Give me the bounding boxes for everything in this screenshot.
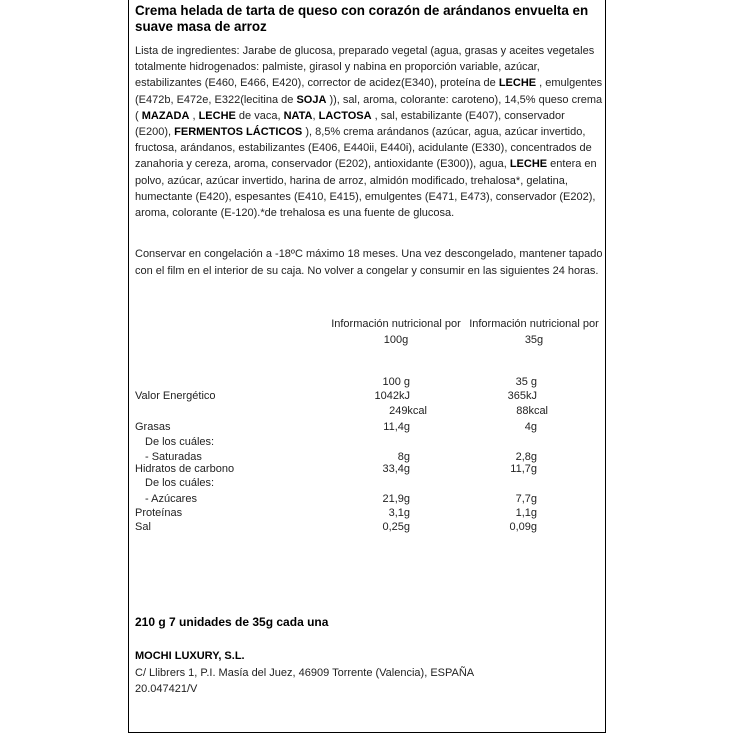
nutrition-value-100g: 1042kJ [374,390,410,402]
nutrition-row-label: De los cuáles: [145,436,215,448]
nutrition-value-100g: 249kcal [389,405,427,417]
ingredients-text: ), 8,5% crema arándanos (azúcar, agua, azúcar invertido, fructosa, arándanos, estabilizantes (E406, E440ii, E440i), acidulante (E330), concentrados de zanahoria y cereza, aroma, conservador (E202), antioxidante (E300)), agua, [135,126,592,171]
nutrition-value-100g: 33,4g [382,463,410,475]
nutrition-value-100g: 8g [397,451,410,463]
nutrition-row-label: Hidratos de carbono [135,463,235,475]
allergen-nata: NATA [283,109,313,122]
nutrition-row-label: - Azúcares [145,493,197,505]
nutrition-header-35g: Información nutricional por 35g [469,318,599,346]
nutrition-value-100g: 100 g [382,376,410,388]
allergen-leche: LECHE [509,158,548,171]
allergen-leche: LECHE [498,77,537,90]
ingredients-text: entera en polvo, azúcar, azúcar invertido, harina de arroz, almidón modificado, trehalosa*, gelatina, humectante (E420), espesantes (E410, E415), emulgentes (E471, E473), conservador (E202), aroma, colorante (E-120).*de trehalosa es una fuente de glucosa. [135,158,597,220]
nutrition-row-label: - Saturadas [145,451,202,463]
ingredients-text: )), sal, aroma, colorante: caroteno), 14,5% queso crema ( [135,93,603,122]
ingredients-text: , sal, estabilizante (E407), conservador (E200), [135,109,565,139]
nutrition-row-label: De los cuáles: [145,477,215,489]
ingredients-text: de vaca, [235,109,284,122]
ingredients-text: , [189,109,199,122]
allergen-lactosa: LACTOSA [318,109,372,122]
nutrition-value-100g: 0,25g [382,521,410,533]
nutrition-value-100g: 21,9g [382,493,410,505]
company-address: C/ Llibrers 1, P.I. Masía del Juez, 46909 Torrente (Valencia), ESPAÑA [135,667,475,679]
package-contents: 210 g 7 unidades de 35g cada una [135,615,329,629]
registry-number: 20.047421/V [135,683,198,695]
ingredients-text: , emulgentes (E472b, E472e, E322(lecitina de [135,77,603,106]
allergen-mazada: MAZADA [141,109,190,122]
nutrition-row-label: Valor Energético [135,390,216,402]
nutrition-value-35g: 88kcal [516,405,548,417]
nutrition-value-35g: 7,7g [515,493,537,505]
nutrition-header-100g: Información nutricional por 100g [331,318,461,346]
nutrition-value-35g: 4g [524,421,537,433]
nutrition-value-35g: 365kJ [507,390,537,402]
ingredients-text: , [312,109,319,122]
ingredients-list [135,43,603,221]
allergen-fermentos: FERMENTOS LÁCTICOS [174,126,303,139]
nutrition-row-label: Proteínas [135,507,183,519]
nutrition-value-35g: 2,8g [515,451,537,463]
nutrition-row-label: Grasas [135,421,171,433]
allergen-leche: LECHE [198,109,236,122]
nutrition-value-100g: 3,1g [388,507,410,519]
nutrition-value-35g: 0,09g [509,521,537,533]
nutrition-value-35g: 1,1g [515,507,537,519]
product-title: Crema helada de tarta de queso con corazón de arándanos envuelta en suave masa de arroz [135,3,589,34]
storage-instructions: Conservar en congelación a -18ºC máximo 18 meses. Una vez descongelado, mantener tapado con el film en el interior de su caja. No volver a congelar y consumir en las siguientes 24 horas. [135,248,603,278]
product-label [128,0,606,733]
nutrition-row-label: Sal [135,521,151,533]
company-name: MOCHI LUXURY, S.L. [135,650,245,662]
ingredients-text: Lista de ingredientes: Jarabe de glucosa, preparado vegetal (agua, grasas y aceites vegetales totalmente hidrogenados: palmiste, girasol y nabina en proporción variable, azúcar, estabilizantes (E460, E466, E420), corrector de acidez(E340), proteína de [135,45,595,90]
nutrition-value-100g: 11,4g [383,421,410,433]
nutrition-value-35g: 35 g [515,376,537,388]
nutrition-value-35g: 11,7g [510,463,537,475]
allergen-soja: SOJA [296,93,327,106]
